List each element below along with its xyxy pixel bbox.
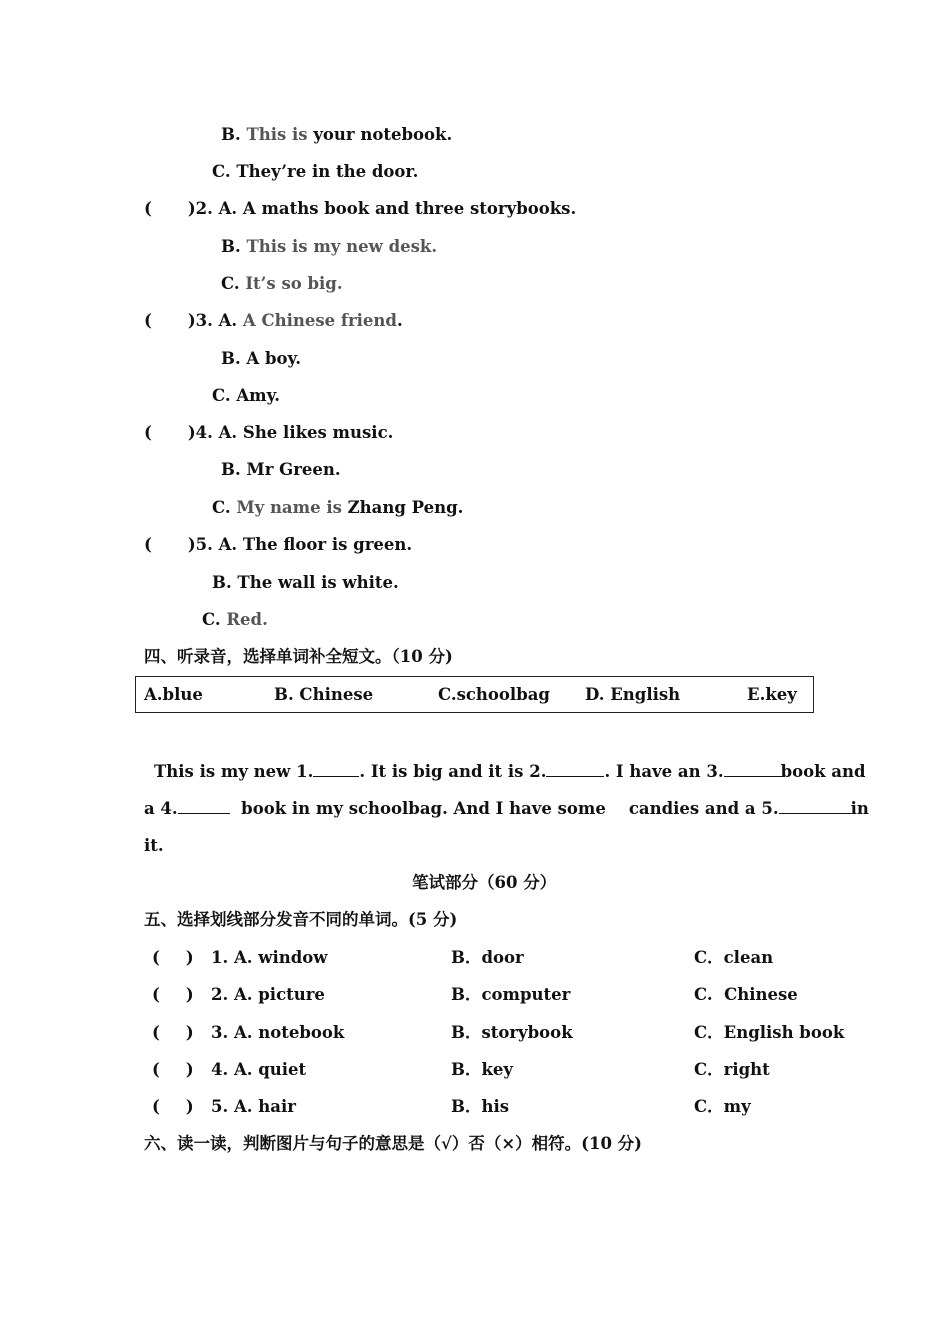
- q5-option-b: B. The wall is white.: [212, 573, 399, 592]
- q5-option-c: C. Red.: [202, 610, 268, 629]
- answer-paren[interactable]: ( ): [152, 1060, 194, 1079]
- answer-paren-open: (: [144, 199, 152, 218]
- q4-option-c: C. My name is Zhang Peng.: [212, 498, 464, 517]
- blank-5[interactable]: [779, 797, 851, 814]
- word-bank-item: A.blue: [144, 685, 203, 704]
- option-b: B．his: [451, 1097, 509, 1116]
- q1-option-b: B. This is your notebook.: [221, 125, 453, 144]
- passage-line-1: This is my new 1. . It is big and it is 2. . I have an 3. book and: [154, 762, 866, 781]
- option-a: 4. A. quiet: [211, 1060, 307, 1079]
- option-b: B．computer: [451, 985, 571, 1004]
- word-bank-box: [135, 676, 814, 713]
- answer-paren-open: (: [144, 311, 152, 330]
- word-bank-item: C.schoolbag: [438, 685, 550, 704]
- answer-paren[interactable]: ( ): [152, 1023, 194, 1042]
- blank-3[interactable]: [724, 760, 781, 777]
- section6-heading: 六、读一读，判断图片与句子的意思是（√）否（×）相符。(10 分): [144, 1134, 642, 1153]
- passage-line-3: it.: [144, 836, 164, 855]
- option-b: B．door: [451, 948, 524, 967]
- answer-paren-open: (: [144, 423, 152, 442]
- written-part-title: 笔试部分（60 分）: [412, 873, 557, 892]
- blank-2[interactable]: [546, 760, 604, 777]
- section5-heading: 五、选择划线部分发音不同的单词。(5 分): [144, 910, 458, 929]
- option-a: 1. A. window: [211, 948, 328, 967]
- q2-question: ( )2. A. A maths book and three storybooks.: [144, 199, 577, 218]
- word-bank-item: D. English: [585, 685, 681, 704]
- word-bank-item: B. Chinese: [274, 685, 374, 704]
- option-b: B．key: [451, 1060, 513, 1079]
- q3-question: ( )3. A. A Chinese friend.: [144, 311, 403, 330]
- answer-paren[interactable]: ( ): [152, 985, 194, 1004]
- q4-question: ( )4. A. She likes music.: [144, 423, 394, 442]
- word-bank-item: E.key: [747, 685, 797, 704]
- option-c: C．English book: [694, 1023, 845, 1042]
- q4-option-b: B. Mr Green.: [221, 460, 341, 479]
- section4-heading: 四、听录音，选择单词补全短文。（10 分): [144, 647, 453, 666]
- q1-option-c: C. They’re in the door.: [212, 162, 419, 181]
- q3-option-c: C. Amy.: [212, 386, 281, 405]
- option-a: 3. A. notebook: [211, 1023, 345, 1042]
- blank-1[interactable]: [313, 760, 359, 777]
- q5-question: ( )5. A. The floor is green.: [144, 535, 413, 554]
- blank-4[interactable]: [178, 797, 230, 814]
- passage-line-2: a 4. book in my schoolbag. And I have some candies and a 5. in: [144, 799, 869, 818]
- option-a: 2. A. picture: [211, 985, 325, 1004]
- q2-option-b: B. This is my new desk.: [221, 237, 438, 256]
- q2-option-c: C. It’s so big.: [221, 274, 343, 293]
- option-c: C. Chinese: [694, 985, 798, 1004]
- option-c: C．my: [694, 1097, 751, 1116]
- option-b: B．storybook: [451, 1023, 573, 1042]
- answer-paren[interactable]: ( ): [152, 948, 194, 967]
- option-c: C．right: [694, 1060, 770, 1079]
- option-a: 5. A. hair: [211, 1097, 296, 1116]
- option-c: C．clean: [694, 948, 774, 967]
- q3-option-b: B. A boy.: [221, 349, 301, 368]
- answer-paren[interactable]: ( ): [152, 1097, 194, 1116]
- answer-paren-open: (: [144, 535, 152, 554]
